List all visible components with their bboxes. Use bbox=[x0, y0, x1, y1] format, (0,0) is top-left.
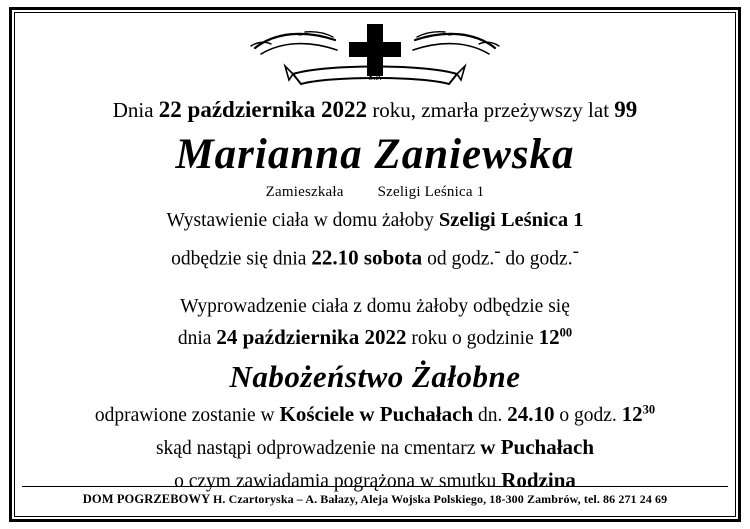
residence-label: Zamieszkała bbox=[265, 184, 344, 201]
deceased-name: Marianna Zaniewska bbox=[175, 131, 575, 179]
closing-prefix: o czym zawiadamia pogrążona w smutku bbox=[174, 470, 497, 492]
viewing-date-prefix: odbędzie się dnia bbox=[171, 248, 307, 270]
mass-church: Kościele w Puchałach bbox=[279, 402, 474, 427]
cemetery-prefix: skąd nastąpi odprowadzenie na cmentarz bbox=[155, 437, 476, 459]
cemetery-place: w Puchałach bbox=[480, 434, 595, 459]
residence-value: Szeligi Leśnica 1 bbox=[377, 184, 485, 201]
procession-hour: 12 bbox=[538, 325, 560, 350]
viewing-from-value: - bbox=[494, 241, 501, 263]
viewing-line-2 bbox=[171, 240, 579, 271]
age-value: 99 bbox=[614, 97, 638, 122]
mass-date: 24.10 bbox=[507, 402, 555, 427]
footer-credit bbox=[0, 492, 750, 507]
viewing-place: Szeligi Leśnica 1 bbox=[438, 209, 584, 232]
viewing-prefix: Wystawienie ciała w domu żałoby bbox=[166, 210, 434, 232]
cross-with-ribbon-and-palm-icon bbox=[235, 20, 515, 92]
date-middle: roku, zmarła przeżywszy lat bbox=[372, 98, 610, 122]
death-date: 22 października 2022 bbox=[158, 97, 368, 122]
footer-details: H. Czartoryska – A. Bałazy, Aleja Wojska Polskiego, 18-300 Zambrów, tel. 86 271 24 69 bbox=[212, 492, 668, 506]
closing-family: Rodzina bbox=[501, 467, 576, 492]
procession-line-2 bbox=[178, 325, 572, 351]
footer-divider bbox=[22, 486, 728, 487]
closing-line bbox=[174, 468, 576, 494]
mass-date-label: dn. bbox=[478, 405, 503, 427]
mass-prefix: odprawione zostanie w bbox=[94, 405, 275, 427]
viewing-to-value: - bbox=[572, 241, 579, 263]
procession-date: 24 października 2022 bbox=[216, 325, 407, 350]
service-title: Nabożeństwo Żałobne bbox=[229, 359, 521, 395]
date-of-death-line bbox=[113, 96, 638, 124]
mass-hour-label: o godz. bbox=[559, 405, 617, 427]
viewing-line-1 bbox=[167, 208, 584, 233]
viewing-date: 22.10 sobota bbox=[311, 245, 423, 270]
procession-minutes: 00 bbox=[559, 325, 573, 340]
mass-minutes: 30 bbox=[642, 402, 656, 417]
date-prefix: Dnia bbox=[112, 98, 154, 122]
procession-middle: roku o godzinie bbox=[411, 328, 534, 350]
notice-content bbox=[18, 16, 732, 513]
viewing-to-label: do godz. bbox=[505, 248, 573, 270]
residence-line bbox=[266, 183, 485, 201]
viewing-from-label: od godz. bbox=[427, 248, 495, 270]
procession-line-1: Wyprowadzenie ciała z domu żałoby odbędzie się bbox=[180, 295, 570, 317]
mass-line bbox=[95, 402, 655, 428]
svg-text:Ś.P.: Ś.P. bbox=[368, 72, 382, 82]
procession-date-prefix: dnia bbox=[177, 328, 212, 350]
mass-hour: 12 bbox=[621, 402, 643, 427]
cemetery-line bbox=[156, 435, 594, 461]
footer-company: DOM POGRZEBOWY bbox=[82, 492, 210, 506]
